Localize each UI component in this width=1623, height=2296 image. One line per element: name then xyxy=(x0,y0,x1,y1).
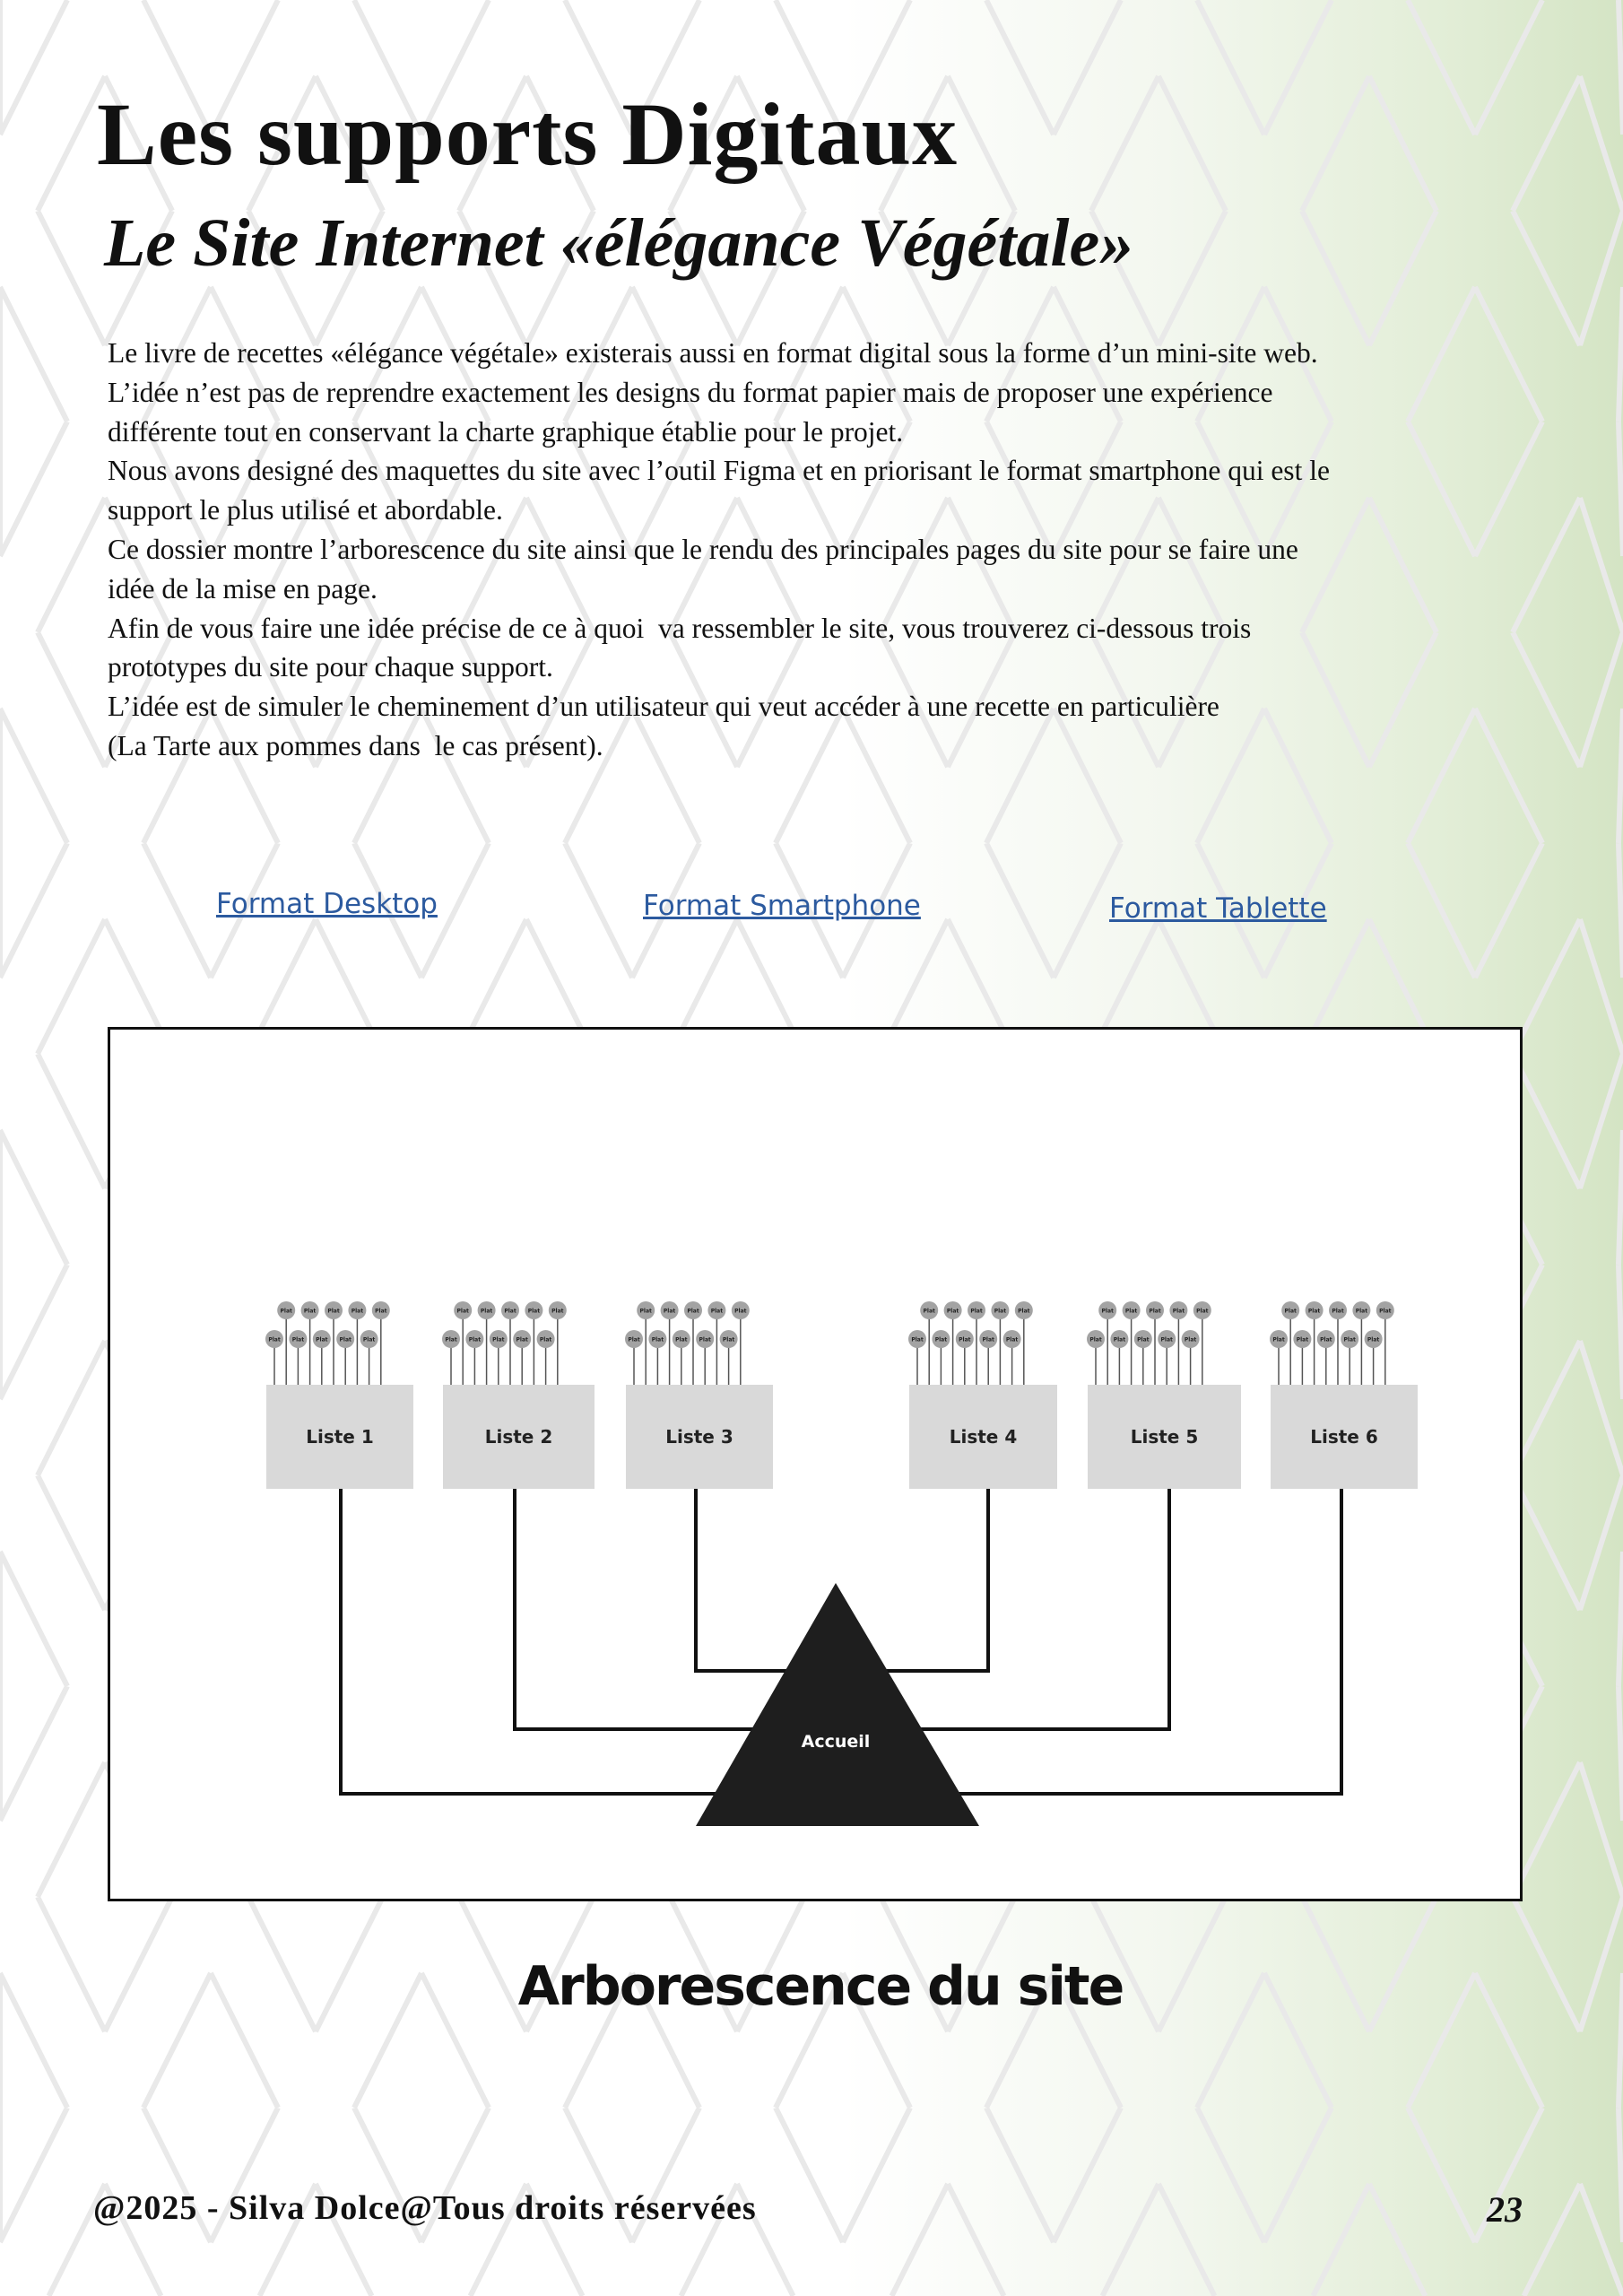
leaf-label: Plat xyxy=(1089,1336,1102,1344)
leaf-label: Plat xyxy=(468,1336,482,1344)
leaf-label: Plat xyxy=(970,1308,983,1315)
list-node xyxy=(1087,1301,1241,1489)
body-line: Nous avons designé des maquettes du site avec l’outil Figma et en priorisant le format smartphone qui est le xyxy=(108,455,1330,487)
leaf-label: Plat xyxy=(651,1336,664,1344)
leaf-label: Plat xyxy=(982,1336,994,1344)
body-line: Afin de vous faire une idée précise de ce à quoi va ressembler le site, vous trouverez ci-dessous trois xyxy=(108,612,1252,644)
leaf-label: Plat xyxy=(687,1308,699,1315)
list-label: Liste 4 xyxy=(949,1426,1018,1448)
root-triangle xyxy=(696,1583,979,1826)
leaf-label: Plat xyxy=(551,1308,564,1315)
site-tree-svg xyxy=(110,1030,1520,1899)
leaf-label: Plat xyxy=(539,1336,552,1344)
site-tree-diagram xyxy=(108,1027,1523,1901)
leaf-label: Plat xyxy=(710,1308,724,1315)
list-label: Liste 2 xyxy=(484,1426,553,1448)
body-line: Le livre de recettes «élégance végétale» existerais aussi en format digital sous la forme d’un mini-site web. xyxy=(108,337,1318,369)
leaf-label: Plat xyxy=(351,1308,364,1315)
leaf-label: Plat xyxy=(946,1308,959,1315)
leaf-label: Plat xyxy=(1355,1308,1368,1315)
leaf-label: Plat xyxy=(911,1336,924,1344)
leaf-label: Plat xyxy=(316,1336,328,1344)
leaf-label: Plat xyxy=(734,1308,747,1315)
leaf-label: Plat xyxy=(445,1336,457,1344)
leaf-label: Plat xyxy=(959,1336,971,1344)
body-line: idée de la mise en page. xyxy=(108,572,378,604)
leaf-label: Plat xyxy=(1160,1336,1173,1344)
leaf-label: Plat xyxy=(628,1336,640,1344)
leaf-label: Plat xyxy=(675,1336,688,1344)
body-line: prototypes du site pour chaque support. xyxy=(108,651,553,683)
leaf-label: Plat xyxy=(527,1308,541,1315)
format-desktop-link[interactable]: Format Desktop xyxy=(216,888,438,920)
leaf-label: Plat xyxy=(1149,1308,1161,1315)
list-label: Liste 5 xyxy=(1130,1426,1199,1448)
leaf-label: Plat xyxy=(339,1336,352,1344)
leaf-label: Plat xyxy=(1343,1336,1356,1344)
list-label: Liste 3 xyxy=(665,1426,733,1448)
leaf-label: Plat xyxy=(699,1336,711,1344)
leaf-label: Plat xyxy=(639,1308,652,1315)
page-subtitle: Le Site Internet «élégance Végétale» xyxy=(104,205,1134,281)
format-tablette-link[interactable]: Format Tablette xyxy=(1109,892,1327,925)
page-number: 23 xyxy=(1487,2189,1523,2230)
list-label: Liste 6 xyxy=(1310,1426,1378,1448)
body-line: Ce dossier montre l’arborescence du site ainsi que le rendu des principales pages du site pour se faire une xyxy=(108,533,1298,565)
leaf-label: Plat xyxy=(934,1336,948,1344)
leaf-label: Plat xyxy=(268,1336,281,1344)
list-label: Liste 1 xyxy=(306,1426,374,1448)
leaf-label: Plat xyxy=(1320,1336,1332,1344)
root-label: Accueil xyxy=(801,1732,871,1752)
page-title: Les supports Digitaux xyxy=(97,84,959,184)
leaf-label: Plat xyxy=(1367,1336,1380,1344)
leaf-label: Plat xyxy=(280,1308,292,1315)
list-node xyxy=(442,1301,595,1489)
leaf-label: Plat xyxy=(516,1336,528,1344)
leaf-label: Plat xyxy=(994,1308,1007,1315)
footer-copyright: @2025 - Silva Dolce@Tous droits réservées xyxy=(93,2189,757,2227)
leaf-label: Plat xyxy=(1005,1336,1019,1344)
leaf-label: Plat xyxy=(1172,1308,1185,1315)
leaf-label: Plat xyxy=(456,1308,469,1315)
leaf-label: Plat xyxy=(1018,1308,1030,1315)
body-line: L’idée n’est pas de reprendre exactement les designs du format papier mais de proposer une expérience xyxy=(108,376,1273,408)
leaf-label: Plat xyxy=(1332,1308,1344,1315)
leaf-label: Plat xyxy=(1113,1336,1126,1344)
leaf-label: Plat xyxy=(1296,1336,1309,1344)
leaf-label: Plat xyxy=(1284,1308,1297,1315)
leaf-label: Plat xyxy=(327,1308,340,1315)
leaf-label: Plat xyxy=(663,1308,676,1315)
leaf-label: Plat xyxy=(1124,1308,1138,1315)
leaf-label: Plat xyxy=(923,1308,935,1315)
body-line: différente tout en conservant la charte graphique établie pour le projet. xyxy=(108,415,904,448)
body-line: support le plus utilisé et abordable. xyxy=(108,494,503,526)
leaf-label: Plat xyxy=(1101,1308,1114,1315)
leaf-label: Plat xyxy=(1379,1308,1392,1315)
leaf-label: Plat xyxy=(362,1336,376,1344)
leaf-label: Plat xyxy=(1272,1336,1285,1344)
leaf-label: Plat xyxy=(492,1336,505,1344)
intro-text xyxy=(108,334,1542,766)
leaf-label: Plat xyxy=(1137,1336,1150,1344)
body-line: L’idée est de simuler le cheminement d’un utilisateur qui veut accéder à une recette en particulière xyxy=(108,691,1219,723)
leaf-label: Plat xyxy=(480,1308,493,1315)
leaf-label: Plat xyxy=(291,1336,305,1344)
leaf-label: Plat xyxy=(722,1336,735,1344)
leaf-label: Plat xyxy=(375,1308,387,1315)
list-node xyxy=(265,1301,413,1489)
leaf-label: Plat xyxy=(1307,1308,1321,1315)
list-node xyxy=(908,1301,1057,1489)
list-node xyxy=(625,1301,773,1489)
leaf-label: Plat xyxy=(303,1308,317,1315)
list-node xyxy=(1270,1301,1418,1489)
leaf-label: Plat xyxy=(1184,1336,1197,1344)
format-smartphone-link[interactable]: Format Smartphone xyxy=(643,890,921,922)
leaf-label: Plat xyxy=(1196,1308,1209,1315)
leaf-label: Plat xyxy=(504,1308,516,1315)
body-line: (La Tarte aux pommes dans le cas présent). xyxy=(108,729,603,761)
diagram-caption: Arborescence du site xyxy=(517,1955,1124,2018)
